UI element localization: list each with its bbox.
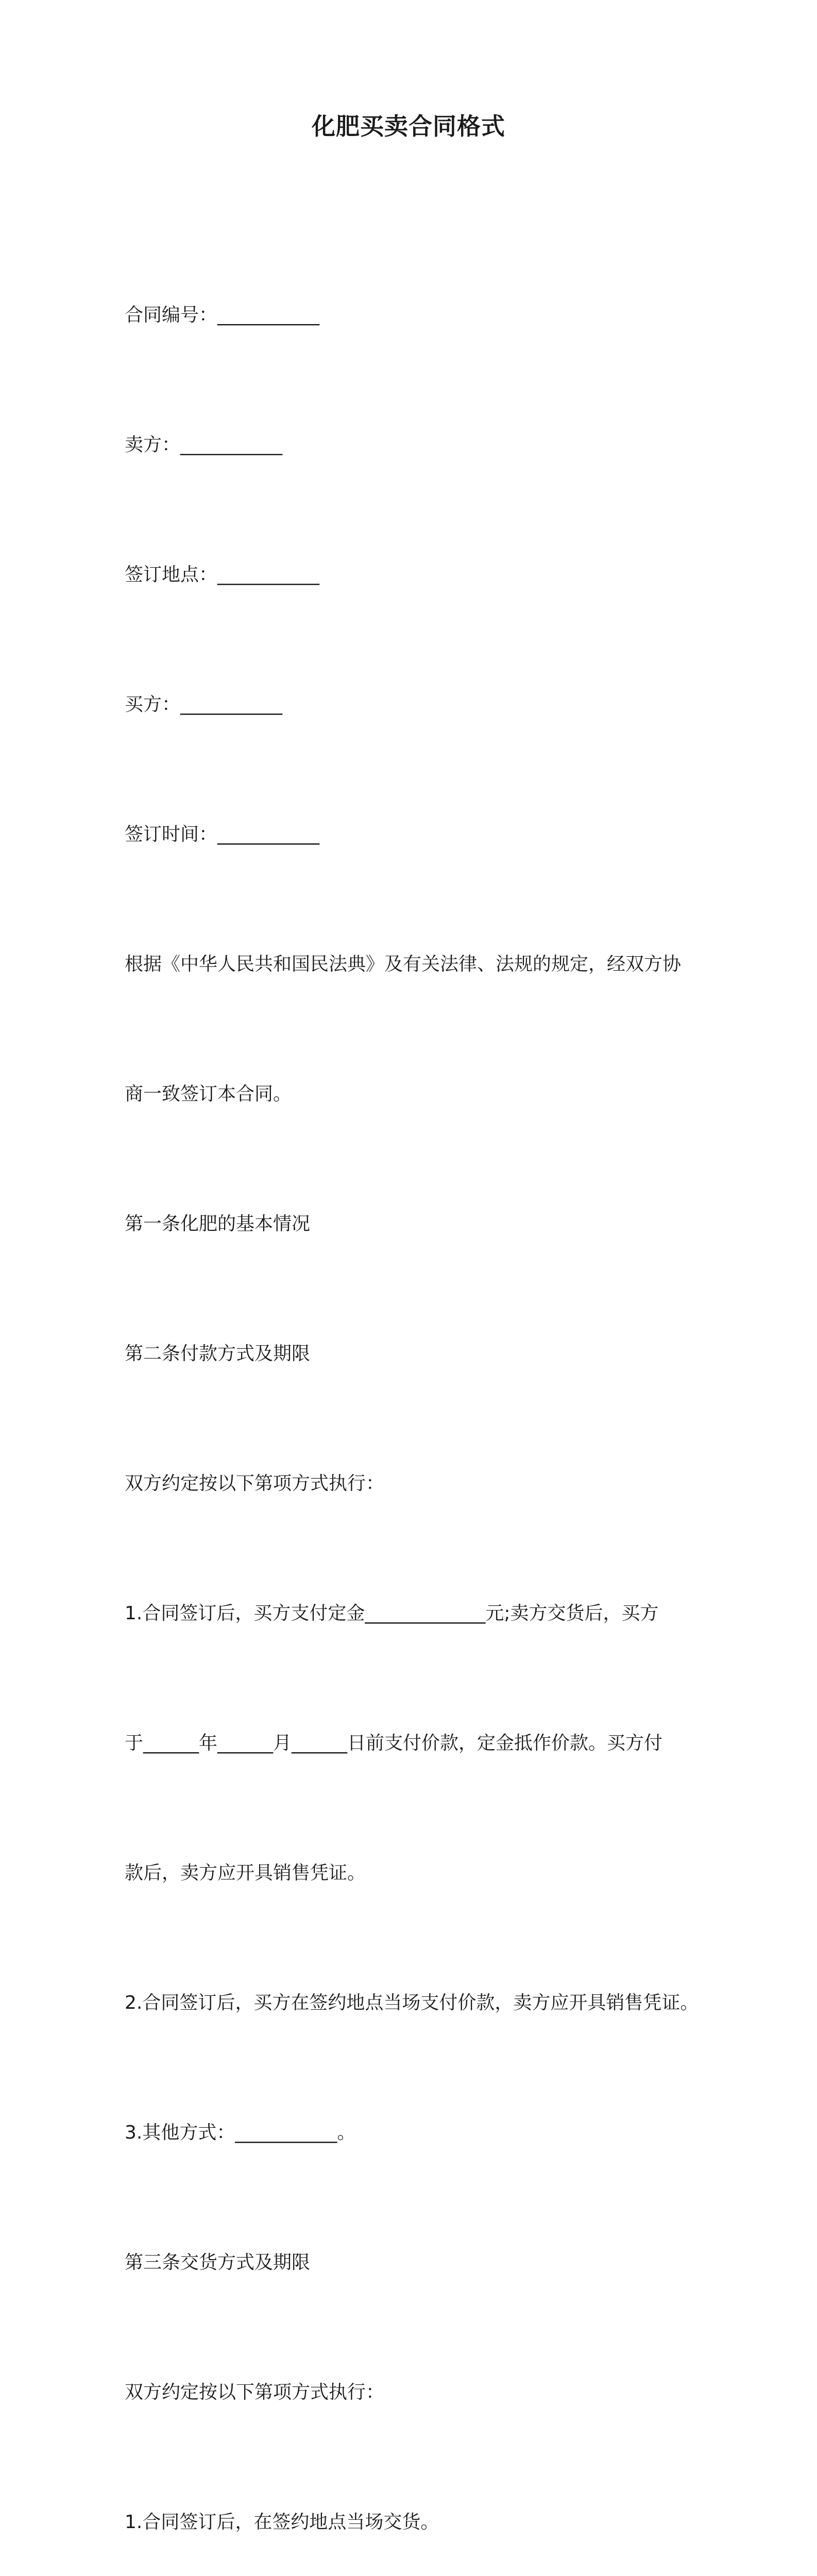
document-title: 化肥买卖合同格式 [312, 112, 505, 140]
article-2-item-1-line-1: 1.合同签订后，买方支付定金_____________元;卖方交货后，买方 [125, 1603, 659, 1624]
article-2-heading: 第二条付款方式及期限 [125, 1343, 311, 1364]
article-2-item-2: 2.合同签订后，买方在签约地点当场支付价款，卖方应开具销售凭证。 [125, 1992, 699, 2013]
article-2-intro: 双方约定按以下第项方式执行： [125, 1473, 385, 1494]
preamble-line-1: 根据《中华人民共和国民法典》及有关法律、法规的规定，经双方协 [125, 954, 682, 975]
article-1-heading: 第一条化肥的基本情况 [125, 1213, 311, 1234]
article-2-item-3: 3.其他方式：___________。 [125, 2122, 356, 2143]
buyer-line: 买方：___________ [125, 694, 283, 715]
signing-place-line: 签订地点：___________ [125, 564, 320, 585]
article-2-item-1-line-3: 款后，卖方应开具销售凭证。 [125, 1862, 366, 1884]
article-3-intro: 双方约定按以下第项方式执行： [125, 2382, 385, 2403]
preamble-line-2: 商一致签订本合同。 [125, 1083, 292, 1105]
contract-number-line: 合同编号：___________ [125, 304, 320, 326]
seller-line: 卖方：___________ [125, 434, 283, 455]
article-2-item-1-line-2: 于______年______月______日前支付价款，定金抵作价款。买方付 [125, 1733, 663, 1754]
document-body [125, 207, 702, 2576]
signing-time-line: 签订时间：___________ [125, 824, 320, 845]
article-3-heading: 第三条交货方式及期限 [125, 2252, 311, 2273]
article-3-item-1: 1.合同签订后，在签约地点当场交货。 [125, 2512, 439, 2533]
